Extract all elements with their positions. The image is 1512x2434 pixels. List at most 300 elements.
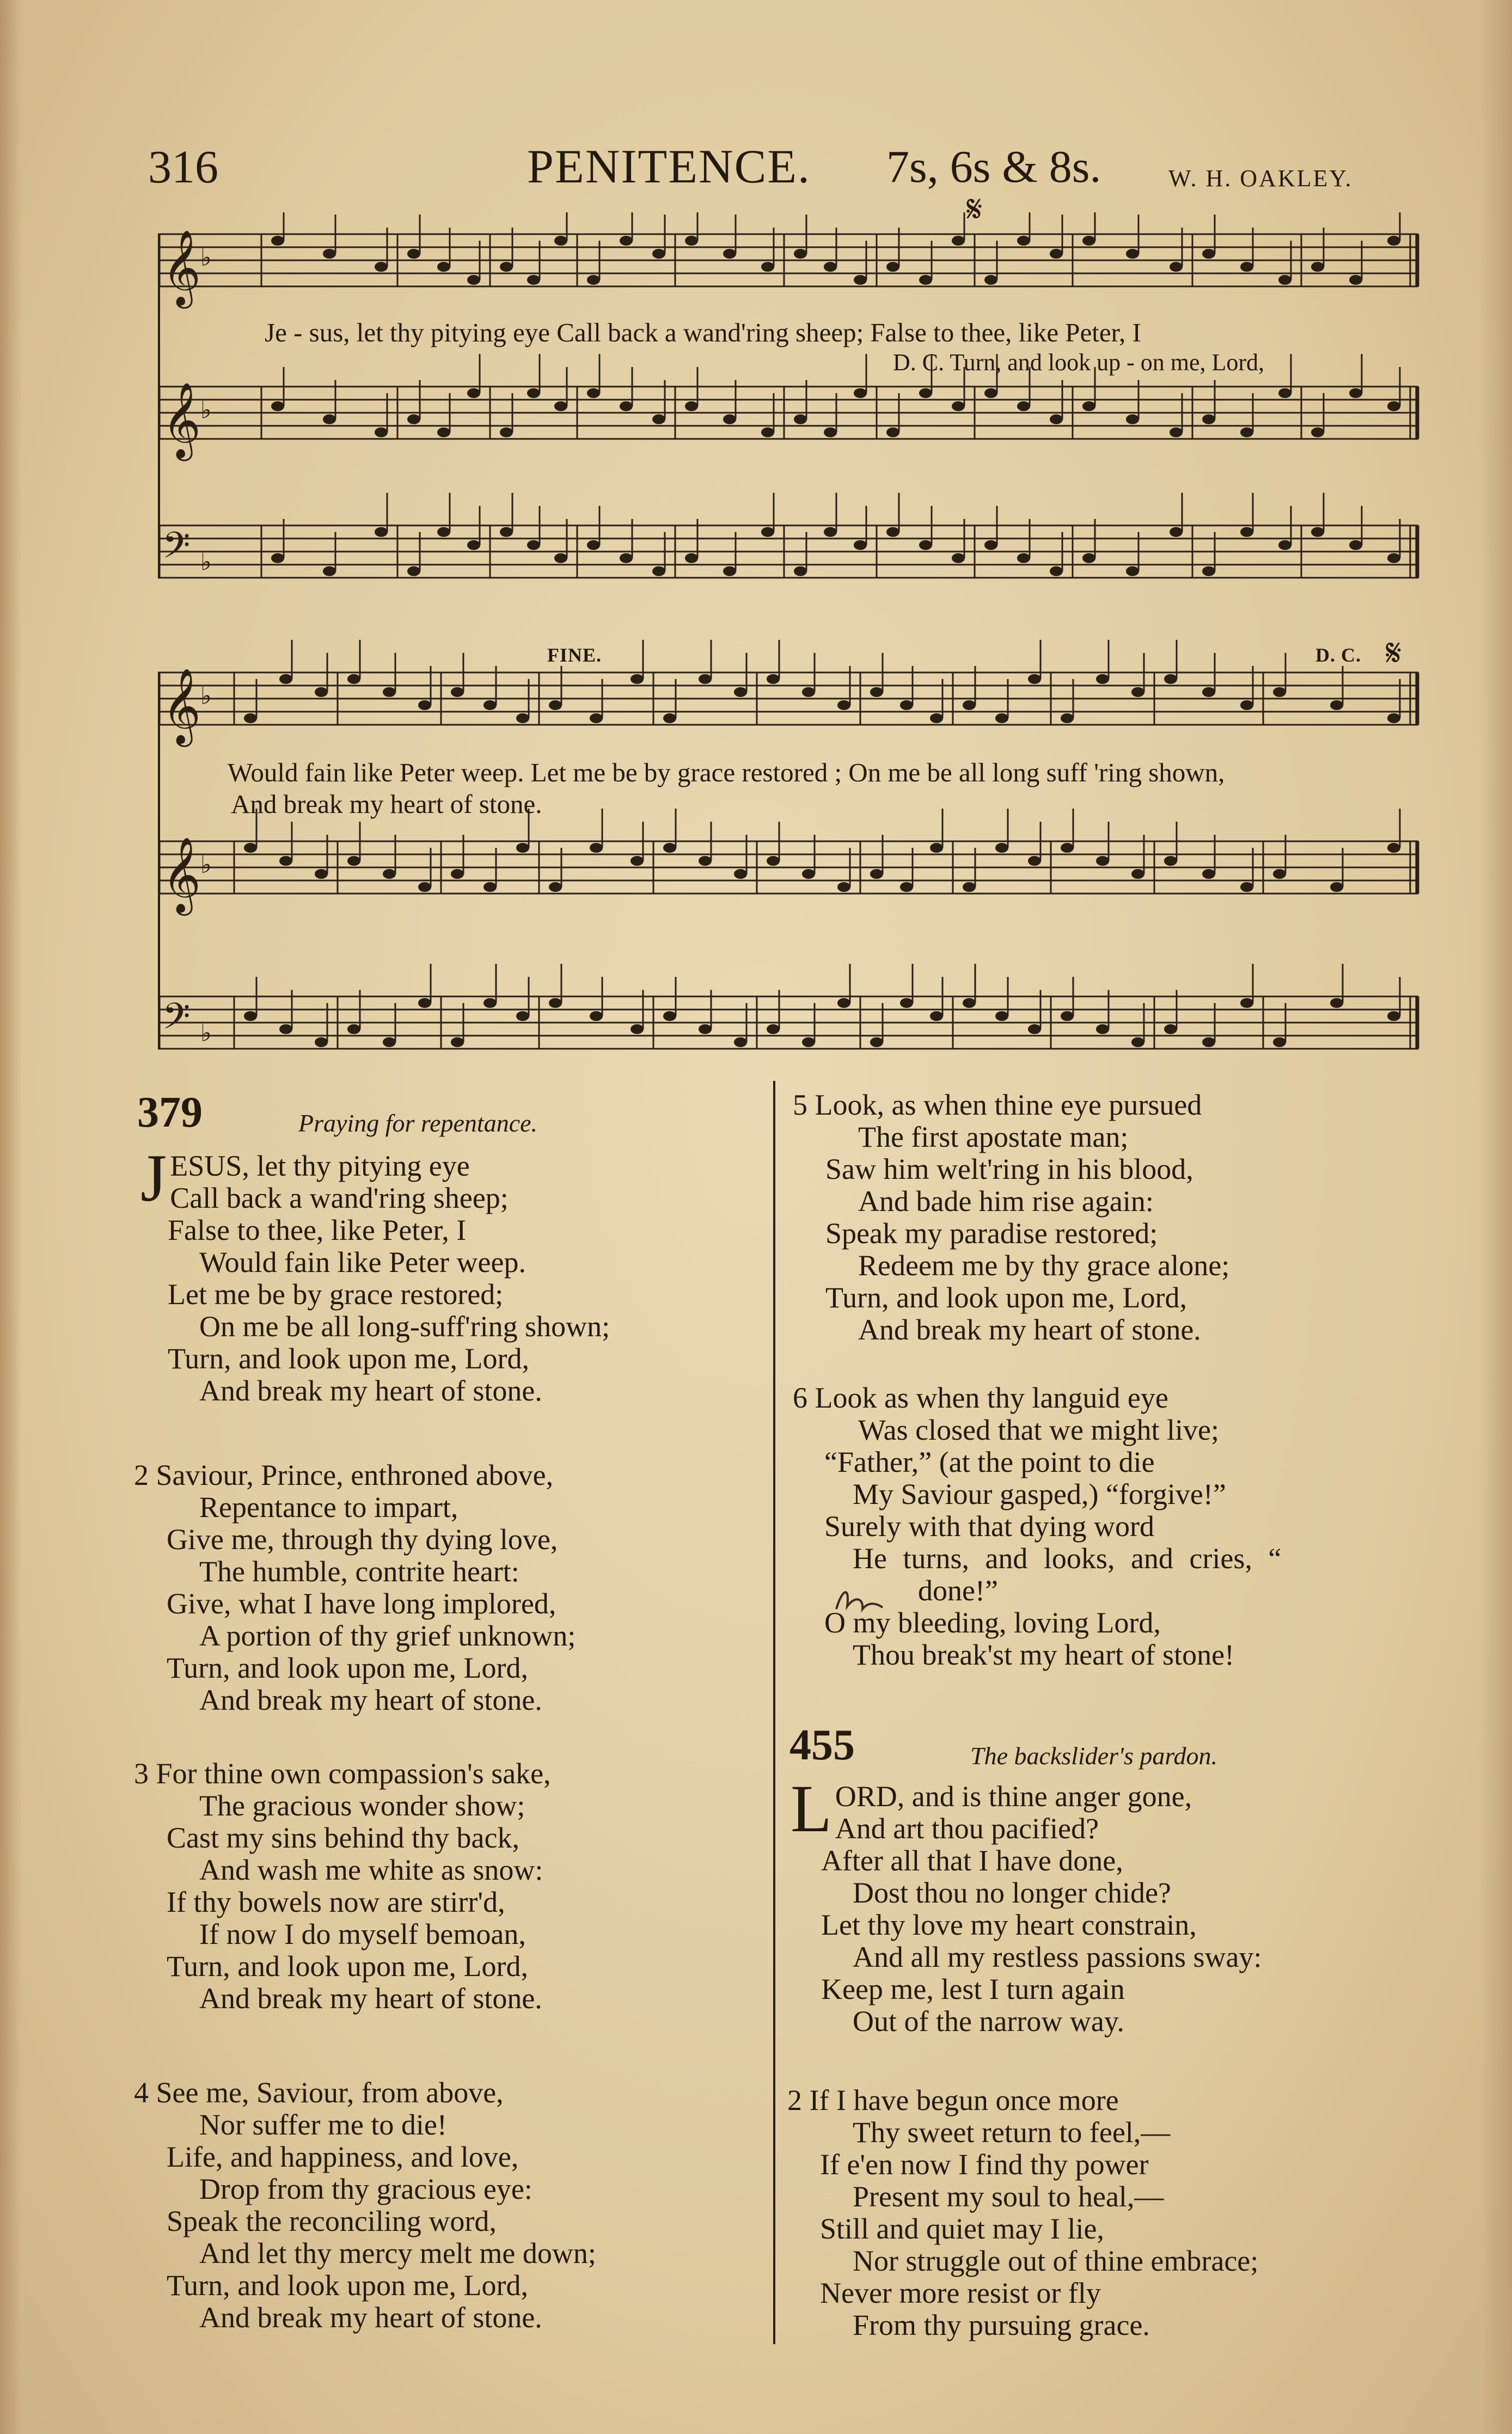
note-head <box>767 1024 780 1034</box>
verse-line: And bade him rise again: <box>858 1185 1154 1218</box>
stanza-2 <box>787 2084 1413 2341</box>
flat-icon: ♭ <box>200 683 212 710</box>
verse-line: On me be all long-suff'ring shown; <box>199 1310 610 1343</box>
segno-icon: 𝄋 <box>1386 632 1402 674</box>
note-head <box>1061 843 1074 853</box>
verse-line: Give me, through thy dying love, <box>167 1523 558 1556</box>
note-head <box>407 566 420 576</box>
note-head <box>1349 540 1362 550</box>
note-head <box>663 1011 676 1021</box>
note-head <box>527 275 540 285</box>
note-head <box>1240 427 1253 437</box>
note-head <box>886 427 899 437</box>
note-head <box>587 540 600 550</box>
note-head <box>1278 540 1291 550</box>
verse-line: ESUS, let thy pitying eye <box>170 1149 470 1182</box>
note-head <box>870 1037 883 1047</box>
verse-line: Surely with that dying word <box>824 1510 1154 1543</box>
note-head <box>1202 869 1215 879</box>
note-head <box>802 869 815 879</box>
note-head <box>451 687 464 697</box>
note-head <box>1240 262 1253 272</box>
flat-icon: ♭ <box>200 244 212 271</box>
note-head <box>699 674 712 684</box>
verse-line: Would fain like Peter weep. <box>199 1246 526 1279</box>
note-head <box>483 882 497 892</box>
note-head <box>761 262 774 272</box>
note-head <box>984 388 997 398</box>
note-head <box>451 1037 464 1047</box>
verse-line: 2 Saviour, Prince, enthroned above, <box>134 1459 554 1491</box>
dc-marker: D. C. <box>1315 644 1361 666</box>
verse-line: “Father,” (at the point to die <box>824 1446 1155 1478</box>
note-head <box>1126 249 1139 259</box>
stanza-5 <box>793 1089 1408 1346</box>
note-head <box>437 427 450 437</box>
flat-icon: ♭ <box>200 852 212 878</box>
note-head <box>1240 998 1253 1008</box>
note-head <box>919 540 932 550</box>
verse-line: Turn, and look upon me, Lord, <box>167 1950 528 1983</box>
note-head <box>1028 1024 1041 1034</box>
note-head <box>900 700 913 710</box>
note-head <box>1387 713 1400 723</box>
hymn-number: 379 <box>137 1088 203 1136</box>
note-head <box>500 527 513 537</box>
note-head <box>549 998 562 1008</box>
verse-line: And break my heart of stone. <box>199 1374 542 1407</box>
verse-line: Nor suffer me to die! <box>199 2108 447 2141</box>
note-head <box>630 856 644 866</box>
verse-line: Was closed that we might live; <box>858 1414 1220 1446</box>
note-head <box>279 856 292 866</box>
verse-line: Give, what I have long implored, <box>167 1587 556 1620</box>
note-head <box>824 427 837 437</box>
note-head <box>870 869 883 879</box>
note-head <box>315 1037 328 1047</box>
note-head <box>347 1024 360 1034</box>
verse-line: And all my restless passions sway: <box>853 1941 1262 1973</box>
note-head <box>663 843 676 853</box>
verse-line: False to thee, like Peter, I <box>168 1214 467 1246</box>
hymn-subtitle: Praying for repentance. <box>298 1109 538 1137</box>
note-head <box>1082 553 1095 563</box>
note-head <box>590 713 603 723</box>
note-head <box>630 674 644 684</box>
note-head <box>854 275 867 285</box>
note-head <box>587 275 600 285</box>
note-head <box>1050 414 1063 424</box>
note-head <box>587 388 600 398</box>
flat-icon: ♭ <box>200 1020 212 1047</box>
note-head <box>483 700 497 710</box>
note-head <box>1202 249 1215 259</box>
note-head <box>734 869 747 879</box>
verse-line: If e'en now I find thy power <box>820 2148 1149 2181</box>
note-head <box>952 401 965 411</box>
verse-line: And let thy mercy melt me down; <box>199 2237 596 2270</box>
verse-line: Turn, and look upon me, Lord, <box>167 2269 528 2302</box>
note-head <box>1278 275 1291 285</box>
note-head <box>930 713 943 723</box>
note-head <box>1131 1037 1144 1047</box>
verse-line: 6 Look as when thy languid eye <box>793 1381 1168 1414</box>
note-head <box>734 1037 747 1047</box>
note-head <box>952 553 965 563</box>
note-head <box>554 236 567 246</box>
note-head <box>1164 856 1177 866</box>
note-head <box>1126 414 1139 424</box>
note-head <box>652 249 665 259</box>
note-head <box>1028 856 1041 866</box>
verse-line: Never more resist or fly <box>820 2277 1101 2309</box>
note-head <box>870 687 883 697</box>
verse-line: Cast my sins behind thy back, <box>167 1821 519 1854</box>
note-head <box>1170 262 1183 272</box>
flat-icon: ♭ <box>200 397 212 424</box>
note-head <box>1387 843 1400 853</box>
note-head <box>516 1011 529 1021</box>
treble-clef-icon: 𝄞 <box>162 230 201 305</box>
verse-line: Present my soul to heal,— <box>853 2180 1164 2213</box>
note-head <box>1273 687 1286 697</box>
note-head <box>467 388 480 398</box>
note-head <box>1330 882 1343 892</box>
note-head <box>1096 1024 1109 1034</box>
note-head <box>886 262 899 272</box>
note-head <box>323 249 336 259</box>
note-head <box>794 414 807 424</box>
note-head <box>652 414 665 424</box>
note-head <box>854 540 867 550</box>
verse-line: Redeem me by thy grace alone; <box>858 1249 1230 1282</box>
page-edge-right <box>1479 0 1512 2434</box>
verse-line: And break my heart of stone. <box>858 1313 1201 1346</box>
note-head <box>516 713 529 723</box>
verse-line: Speak the reconciling word, <box>167 2205 497 2237</box>
note-head <box>1050 249 1063 259</box>
note-head <box>723 249 736 259</box>
drop-cap: J <box>140 1141 167 1215</box>
note-head <box>527 540 540 550</box>
bass-clef-icon: 𝄢 <box>162 524 191 575</box>
note-head <box>824 262 837 272</box>
note-head <box>663 713 676 723</box>
staff-2-1 <box>158 640 1418 747</box>
note-head <box>1170 427 1183 437</box>
treble-clef-icon: 𝄞 <box>162 382 201 458</box>
drop-cap: L <box>791 1771 832 1846</box>
note-head <box>1387 553 1400 563</box>
note-head <box>1126 566 1139 576</box>
note-head <box>527 388 540 398</box>
note-head <box>1240 700 1253 710</box>
note-head <box>483 998 497 1008</box>
treble-clef-icon: 𝄞 <box>162 668 201 744</box>
note-head <box>467 540 480 550</box>
note-head <box>685 236 698 246</box>
note-head <box>1330 700 1343 710</box>
system-2 <box>158 640 1418 1049</box>
page-number: 316 <box>148 140 218 193</box>
verse-line: 2 If I have begun once more <box>787 2084 1119 2117</box>
note-head <box>995 843 1008 853</box>
note-head <box>1096 674 1109 684</box>
verse-line: And break my heart of stone. <box>199 2301 542 2334</box>
music-lyric-line-2: Would fain like Peter weep. Let me be by grace restored ; On me be all long suff 'ring shown, <box>228 757 1225 787</box>
handwritten-annotation <box>831 1579 896 1617</box>
note-head <box>930 843 943 853</box>
stanza-3 <box>134 1758 760 2015</box>
staff-1-3 <box>158 493 1418 578</box>
note-head <box>279 1024 292 1034</box>
note-head <box>837 998 850 1008</box>
verse-line: Saw him welt'ring in his blood, <box>825 1153 1193 1185</box>
verse-line: Let thy love my heart constrain, <box>821 1909 1197 1941</box>
stanza-1 <box>140 1141 750 1407</box>
verse-line: Drop from thy gracious eye: <box>199 2173 532 2205</box>
note-head <box>437 527 450 537</box>
note-head <box>383 687 396 697</box>
verse-line: Turn, and look upon me, Lord, <box>168 1342 529 1375</box>
flat-icon: ♭ <box>200 549 212 576</box>
note-head <box>963 998 976 1008</box>
verse-line: Turn, and look upon me, Lord, <box>167 1652 528 1684</box>
fine-marker: FINE. <box>547 644 602 666</box>
verse-line: O my bleeding, loving Lord, <box>824 1606 1161 1639</box>
note-head <box>620 401 633 411</box>
note-head <box>271 553 284 563</box>
verse-line: Let me be by grace restored; <box>168 1278 504 1311</box>
note-head <box>1170 527 1183 537</box>
note-head <box>500 262 513 272</box>
note-head <box>1061 713 1074 723</box>
verse-line: He turns, and looks, and cries, “ <box>853 1542 1282 1575</box>
note-head <box>549 882 562 892</box>
note-head <box>375 527 388 537</box>
note-head <box>1131 869 1144 879</box>
note-head <box>590 843 603 853</box>
note-head <box>418 998 431 1008</box>
note-head <box>244 713 257 723</box>
note-head <box>930 1011 943 1021</box>
note-head <box>1330 998 1343 1008</box>
note-head <box>995 713 1008 723</box>
note-head <box>652 566 665 576</box>
verse-line: And break my heart of stone. <box>199 1684 542 1716</box>
note-head <box>375 427 388 437</box>
note-head <box>1240 527 1253 537</box>
note-head <box>761 427 774 437</box>
note-head <box>1082 401 1095 411</box>
verse-line: The humble, contrite heart: <box>199 1555 519 1588</box>
note-head <box>1311 427 1324 437</box>
note-head <box>723 414 736 424</box>
verse-line: 3 For thine own compassion's sake, <box>134 1757 551 1790</box>
verse-line: Thy sweet return to feel,— <box>853 2116 1171 2149</box>
note-head <box>1017 236 1030 246</box>
note-head <box>837 882 850 892</box>
note-head <box>824 527 837 537</box>
verse-line: Nor struggle out of thine embrace; <box>853 2245 1259 2277</box>
note-head <box>1240 882 1253 892</box>
note-head <box>794 566 807 576</box>
treble-clef-icon: 𝄞 <box>162 837 201 913</box>
verse-line: 4 See me, Saviour, from above, <box>134 2076 504 2109</box>
note-head <box>271 236 284 246</box>
verse-line: The gracious wonder show; <box>199 1789 525 1822</box>
note-head <box>802 687 815 697</box>
note-head <box>734 687 747 697</box>
staff-2-2 <box>158 809 1418 916</box>
note-head <box>500 427 513 437</box>
composer-name: W. H. OAKLEY. <box>1168 165 1353 192</box>
note-head <box>467 275 480 285</box>
note-head <box>383 869 396 879</box>
running-title: PENITENCE. <box>527 140 811 193</box>
verse-line: Keep me, lest I turn again <box>821 1973 1125 2005</box>
note-head <box>685 401 698 411</box>
note-head <box>963 882 976 892</box>
note-head <box>418 700 431 710</box>
note-head <box>1202 687 1215 697</box>
note-head <box>767 674 780 684</box>
staff-1-1 <box>158 212 1418 309</box>
verse-line: Still and quiet may I lie, <box>820 2212 1104 2245</box>
stanza-4 <box>134 2077 760 2334</box>
note-head <box>347 674 360 684</box>
note-head <box>323 566 336 576</box>
note-head <box>244 843 257 853</box>
column-divider <box>773 1081 775 2344</box>
note-head <box>1017 553 1030 563</box>
note-head <box>919 388 932 398</box>
note-head <box>723 566 736 576</box>
note-head <box>761 527 774 537</box>
note-head <box>1050 566 1063 576</box>
note-head <box>315 687 328 697</box>
verse-line: Call back a wand'ring sheep; <box>170 1182 509 1214</box>
note-head <box>1387 236 1400 246</box>
note-head <box>1131 687 1144 697</box>
note-head <box>1096 856 1109 866</box>
note-head <box>516 843 529 853</box>
verse-line: Out of the narrow way. <box>853 2005 1124 2038</box>
verse-line: Dost thou no longer chide? <box>853 1876 1171 1909</box>
system-1 <box>158 212 1418 578</box>
note-head <box>279 674 292 684</box>
page-edge-left <box>0 0 22 2434</box>
note-head <box>1017 401 1030 411</box>
note-head <box>685 553 698 563</box>
note-head <box>1349 275 1362 285</box>
verse-line: And art thou pacified? <box>835 1812 1099 1845</box>
note-head <box>383 1037 396 1047</box>
stanza-6 <box>793 1382 1408 1671</box>
music-lyric-line-1: Je - sus, let thy pitying eye Call back a wand'ring sheep; False to thee, like Peter, I <box>265 317 1141 347</box>
note-head <box>1273 1037 1286 1047</box>
note-head <box>900 882 913 892</box>
note-head <box>952 236 965 246</box>
verse-line: Repentance to impart, <box>199 1491 458 1524</box>
verse-line: A portion of thy grief unknown; <box>199 1619 576 1652</box>
note-head <box>323 414 336 424</box>
note-head <box>699 1024 712 1034</box>
note-head <box>919 275 932 285</box>
staff-2-3 <box>158 964 1418 1049</box>
verse-line: From thy pursuing grace. <box>853 2309 1150 2341</box>
note-head <box>1164 674 1177 684</box>
note-head <box>699 856 712 866</box>
verse-line: The first apostate man; <box>858 1121 1129 1153</box>
verse-line: Speak my paradise restored; <box>825 1217 1158 1250</box>
verse-line: If thy bowels now are stirr'd, <box>167 1886 505 1918</box>
verse-line: Thou break'st my heart of stone! <box>853 1638 1235 1671</box>
note-head <box>984 275 997 285</box>
verse-line: And break my heart of stone. <box>199 1982 542 2015</box>
note-head <box>549 700 562 710</box>
note-head <box>1082 236 1095 246</box>
note-head <box>554 401 567 411</box>
note-head <box>854 388 867 398</box>
note-head <box>1387 1011 1400 1021</box>
stanza-1 <box>791 1771 1411 2038</box>
verse-line: done!” <box>918 1574 998 1607</box>
verse-line: If now I do myself bemoan, <box>199 1918 526 1950</box>
note-head <box>271 401 284 411</box>
note-head <box>1202 566 1215 576</box>
note-head <box>963 700 976 710</box>
note-head <box>620 553 633 563</box>
note-head <box>244 1011 257 1021</box>
verse-line: Life, and happiness, and love, <box>167 2141 519 2173</box>
note-head <box>1278 388 1291 398</box>
note-head <box>1028 674 1041 684</box>
note-head <box>554 553 567 563</box>
note-head <box>767 856 780 866</box>
note-head <box>984 540 997 550</box>
note-head <box>407 414 420 424</box>
note-head <box>1387 401 1400 411</box>
note-head <box>1061 1011 1074 1021</box>
bass-clef-icon: 𝄢 <box>162 995 191 1046</box>
music-lyric-line-3: And break my heart of stone. <box>231 789 542 819</box>
note-head <box>437 262 450 272</box>
hymn-subtitle: The backslider's pardon. <box>970 1742 1218 1770</box>
note-head <box>1202 414 1215 424</box>
hymn-number: 455 <box>789 1721 855 1769</box>
segno-icon: 𝄋 <box>966 188 983 230</box>
note-head <box>630 1024 644 1034</box>
music-dc-lyric: D. C. Turn, and look up - on me, Lord, <box>893 349 1264 376</box>
verse-line: ORD, and is thine anger gone, <box>835 1780 1192 1813</box>
note-head <box>451 869 464 879</box>
note-head <box>407 249 420 259</box>
note-head <box>620 236 633 246</box>
note-head <box>590 1011 603 1021</box>
note-head <box>802 1037 815 1047</box>
note-head <box>418 882 431 892</box>
note-head <box>1164 1024 1177 1034</box>
note-head <box>1311 262 1324 272</box>
note-head <box>995 1011 1008 1021</box>
meter-label: 7s, 6s & 8s. <box>886 142 1101 192</box>
verse-line: My Saviour gasped,) “forgive!” <box>853 1478 1226 1510</box>
note-head <box>375 262 388 272</box>
note-head <box>837 700 850 710</box>
note-head <box>347 856 360 866</box>
verse-line: After all that I have done, <box>821 1844 1123 1877</box>
